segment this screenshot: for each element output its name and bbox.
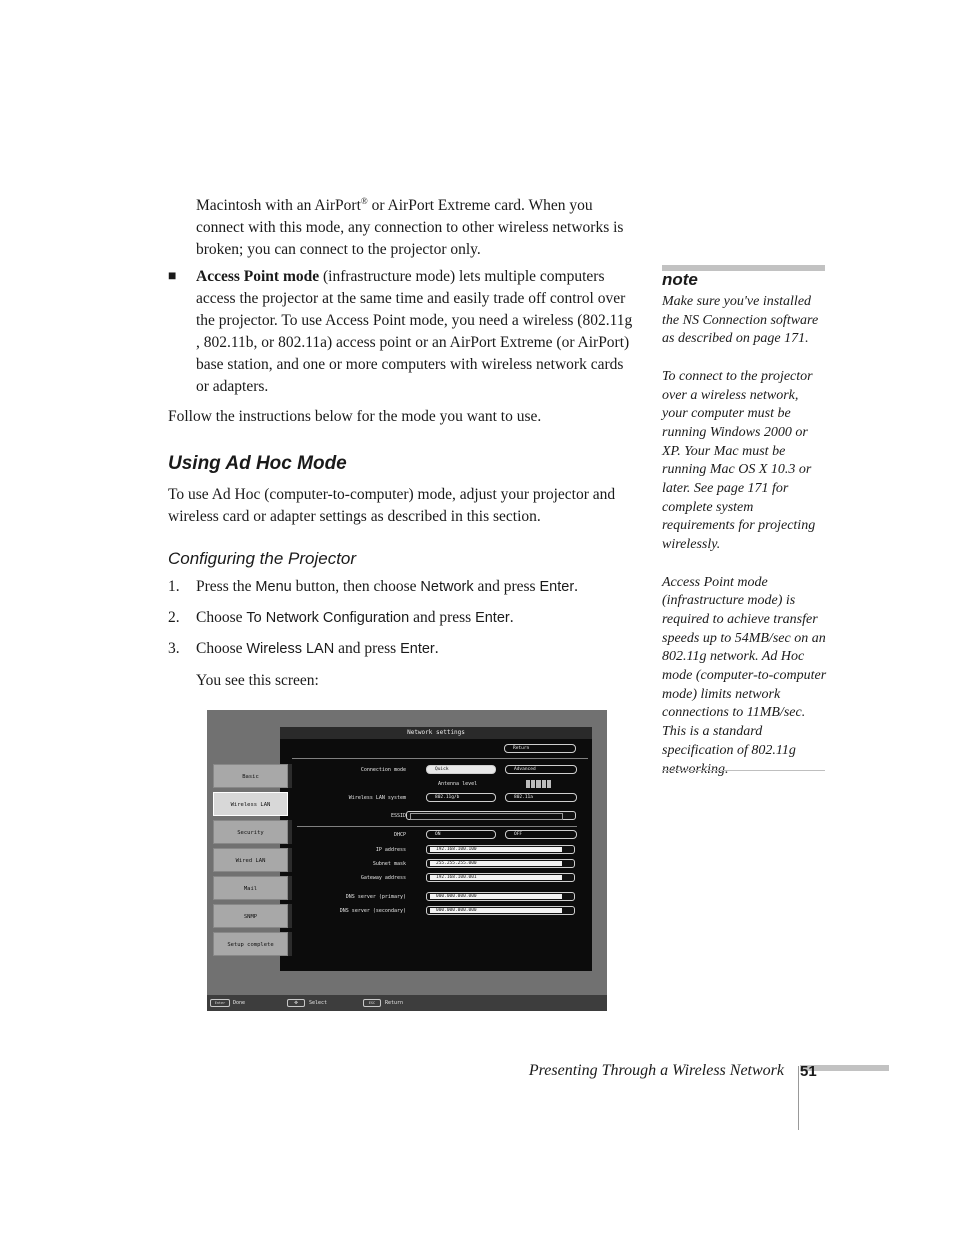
- subnet-mask-label: Subnet mask: [372, 861, 406, 867]
- wlan-system-802-11a[interactable]: 802.11a: [505, 793, 577, 802]
- page-number: 51: [800, 1063, 817, 1080]
- enter-key-icon: Enter: [210, 999, 230, 1007]
- step-text: Choose To Network Configuration and press Enter.: [196, 609, 514, 626]
- bullet-description: (infrastructure mode) lets multiple computers access the projector at the same time and easily trade off control over the projector. To use Access Point mode, you need a wireless (802.11g , 802.11b, or 802.11a) access point or an AirPort Extreme (or AirPort) base station, and one or more computers with wireless network cards or adapters.: [196, 268, 633, 395]
- dns-secondary-input[interactable]: 000.000.000.000: [426, 906, 575, 915]
- dns-primary-input[interactable]: 000.000.000.000: [426, 892, 575, 901]
- intro-text-1: Macintosh with an AirPort: [196, 197, 361, 215]
- registered-mark: ®: [360, 196, 368, 206]
- tab-mail[interactable]: Mail: [213, 876, 288, 900]
- connection-mode-label: Connection mode: [360, 767, 406, 773]
- note-paragraph-1: Make sure you've installed the NS Connection software as described on page 171.: [662, 294, 819, 347]
- dns-secondary-label: DNS server (secondary): [339, 908, 406, 914]
- return-label: Return: [385, 1000, 404, 1006]
- essid-input[interactable]: [406, 811, 576, 820]
- section-heading: Using Ad Hoc Mode: [168, 453, 347, 474]
- bullet-bold-term: Access Point mode: [196, 268, 320, 285]
- divider: [292, 758, 588, 759]
- bullet-square: ■: [168, 269, 177, 284]
- divider: [297, 826, 577, 827]
- follow-instructions: Follow the instructions below for the mode you want to use.: [168, 408, 542, 425]
- subnet-mask-input[interactable]: 255.255.255.000: [426, 859, 575, 868]
- done-label: Done: [233, 1000, 246, 1006]
- dhcp-off[interactable]: OFF: [505, 830, 577, 839]
- step-number: 2.: [168, 609, 180, 626]
- tab-basic[interactable]: Basic: [213, 764, 288, 788]
- esc-key-icon: ESC: [363, 999, 381, 1007]
- bullet-text: [196, 266, 636, 398]
- intro-text-2: or AirPort Extreme card. When you connect with this mode, any connection to other wireless networks is broken; you can connect to the projector only.: [196, 197, 624, 259]
- dhcp-on[interactable]: ON: [426, 830, 496, 839]
- note-paragraph-2: To connect to the projector over a wireless network, your computer must be running Windows 2000 or XP. Your Mac must be running Mac OS X 10.3 or later. See page 171 for complete system requirements for projecting wirelessly.: [662, 368, 816, 553]
- tab-wired-lan[interactable]: Wired LAN: [213, 848, 288, 872]
- step-text: Press the Menu button, then choose Network and press Enter.: [196, 578, 579, 595]
- ip-address-label: IP address: [375, 847, 406, 853]
- network-settings-screenshot: [207, 710, 607, 1011]
- tab-security[interactable]: Security: [213, 820, 288, 844]
- tab-setup-complete[interactable]: Setup complete: [213, 932, 288, 956]
- gateway-address-label: Gateway address: [360, 875, 406, 881]
- note-bottom-rule: [662, 770, 825, 771]
- dhcp-label: DHCP: [393, 832, 406, 838]
- note-paragraph-3: Access Point mode (infrastructure mode) is required to achieve transfer speeds up to 54MB/sec on an 802.11g network. Ad Hoc mode (computer-to-computer mode) limits network connections to 11MB/sec. This is a standard specification of 802.11g: [662, 574, 827, 758]
- bottom-help-bar: [207, 995, 607, 1011]
- dns-primary-label: DNS server (primary): [345, 894, 406, 900]
- note-body: [662, 293, 827, 798]
- essid-label: ESSID: [390, 813, 406, 819]
- step-text: Choose Wireless LAN and press Enter.: [196, 640, 439, 657]
- section-paragraph: To use Ad Hoc (computer-to-computer) mode, adjust your projector and wireless card or adapter settings as described in this section.: [168, 486, 616, 525]
- connection-mode-advanced[interactable]: Advanced: [505, 765, 577, 774]
- antenna-level-label: Antenna level: [438, 781, 478, 787]
- arrow-keys-icon: ✥: [287, 999, 305, 1007]
- connection-mode-quick[interactable]: Quick: [426, 765, 496, 774]
- footer-chapter-title: Presenting Through a Wireless Network: [528, 1062, 784, 1079]
- footer-vertical-rule: [798, 1066, 799, 1130]
- note-title: note: [662, 270, 698, 289]
- ip-address-input[interactable]: 192.168.100.100: [426, 845, 575, 854]
- wireless-lan-system-label: Wireless LAN system: [348, 795, 406, 801]
- settings-title: Network settings: [280, 727, 592, 739]
- step-number: 3.: [168, 640, 180, 657]
- tab-snmp[interactable]: SNMP: [213, 904, 288, 928]
- subsection-heading: Configuring the Projector: [168, 549, 357, 568]
- antenna-level-bars: [526, 780, 551, 788]
- see-screen-text: You see this screen:: [196, 672, 319, 689]
- step-number: 1.: [168, 578, 180, 595]
- select-label: Select: [309, 1000, 328, 1006]
- tab-wireless-lan[interactable]: Wireless LAN: [213, 792, 288, 816]
- gateway-address-input[interactable]: 192.168.100.001: [426, 873, 575, 882]
- intro-paragraph: [196, 190, 636, 261]
- return-button[interactable]: Return: [504, 744, 576, 753]
- wlan-system-802-11gb[interactable]: 802.11g/b: [426, 793, 496, 802]
